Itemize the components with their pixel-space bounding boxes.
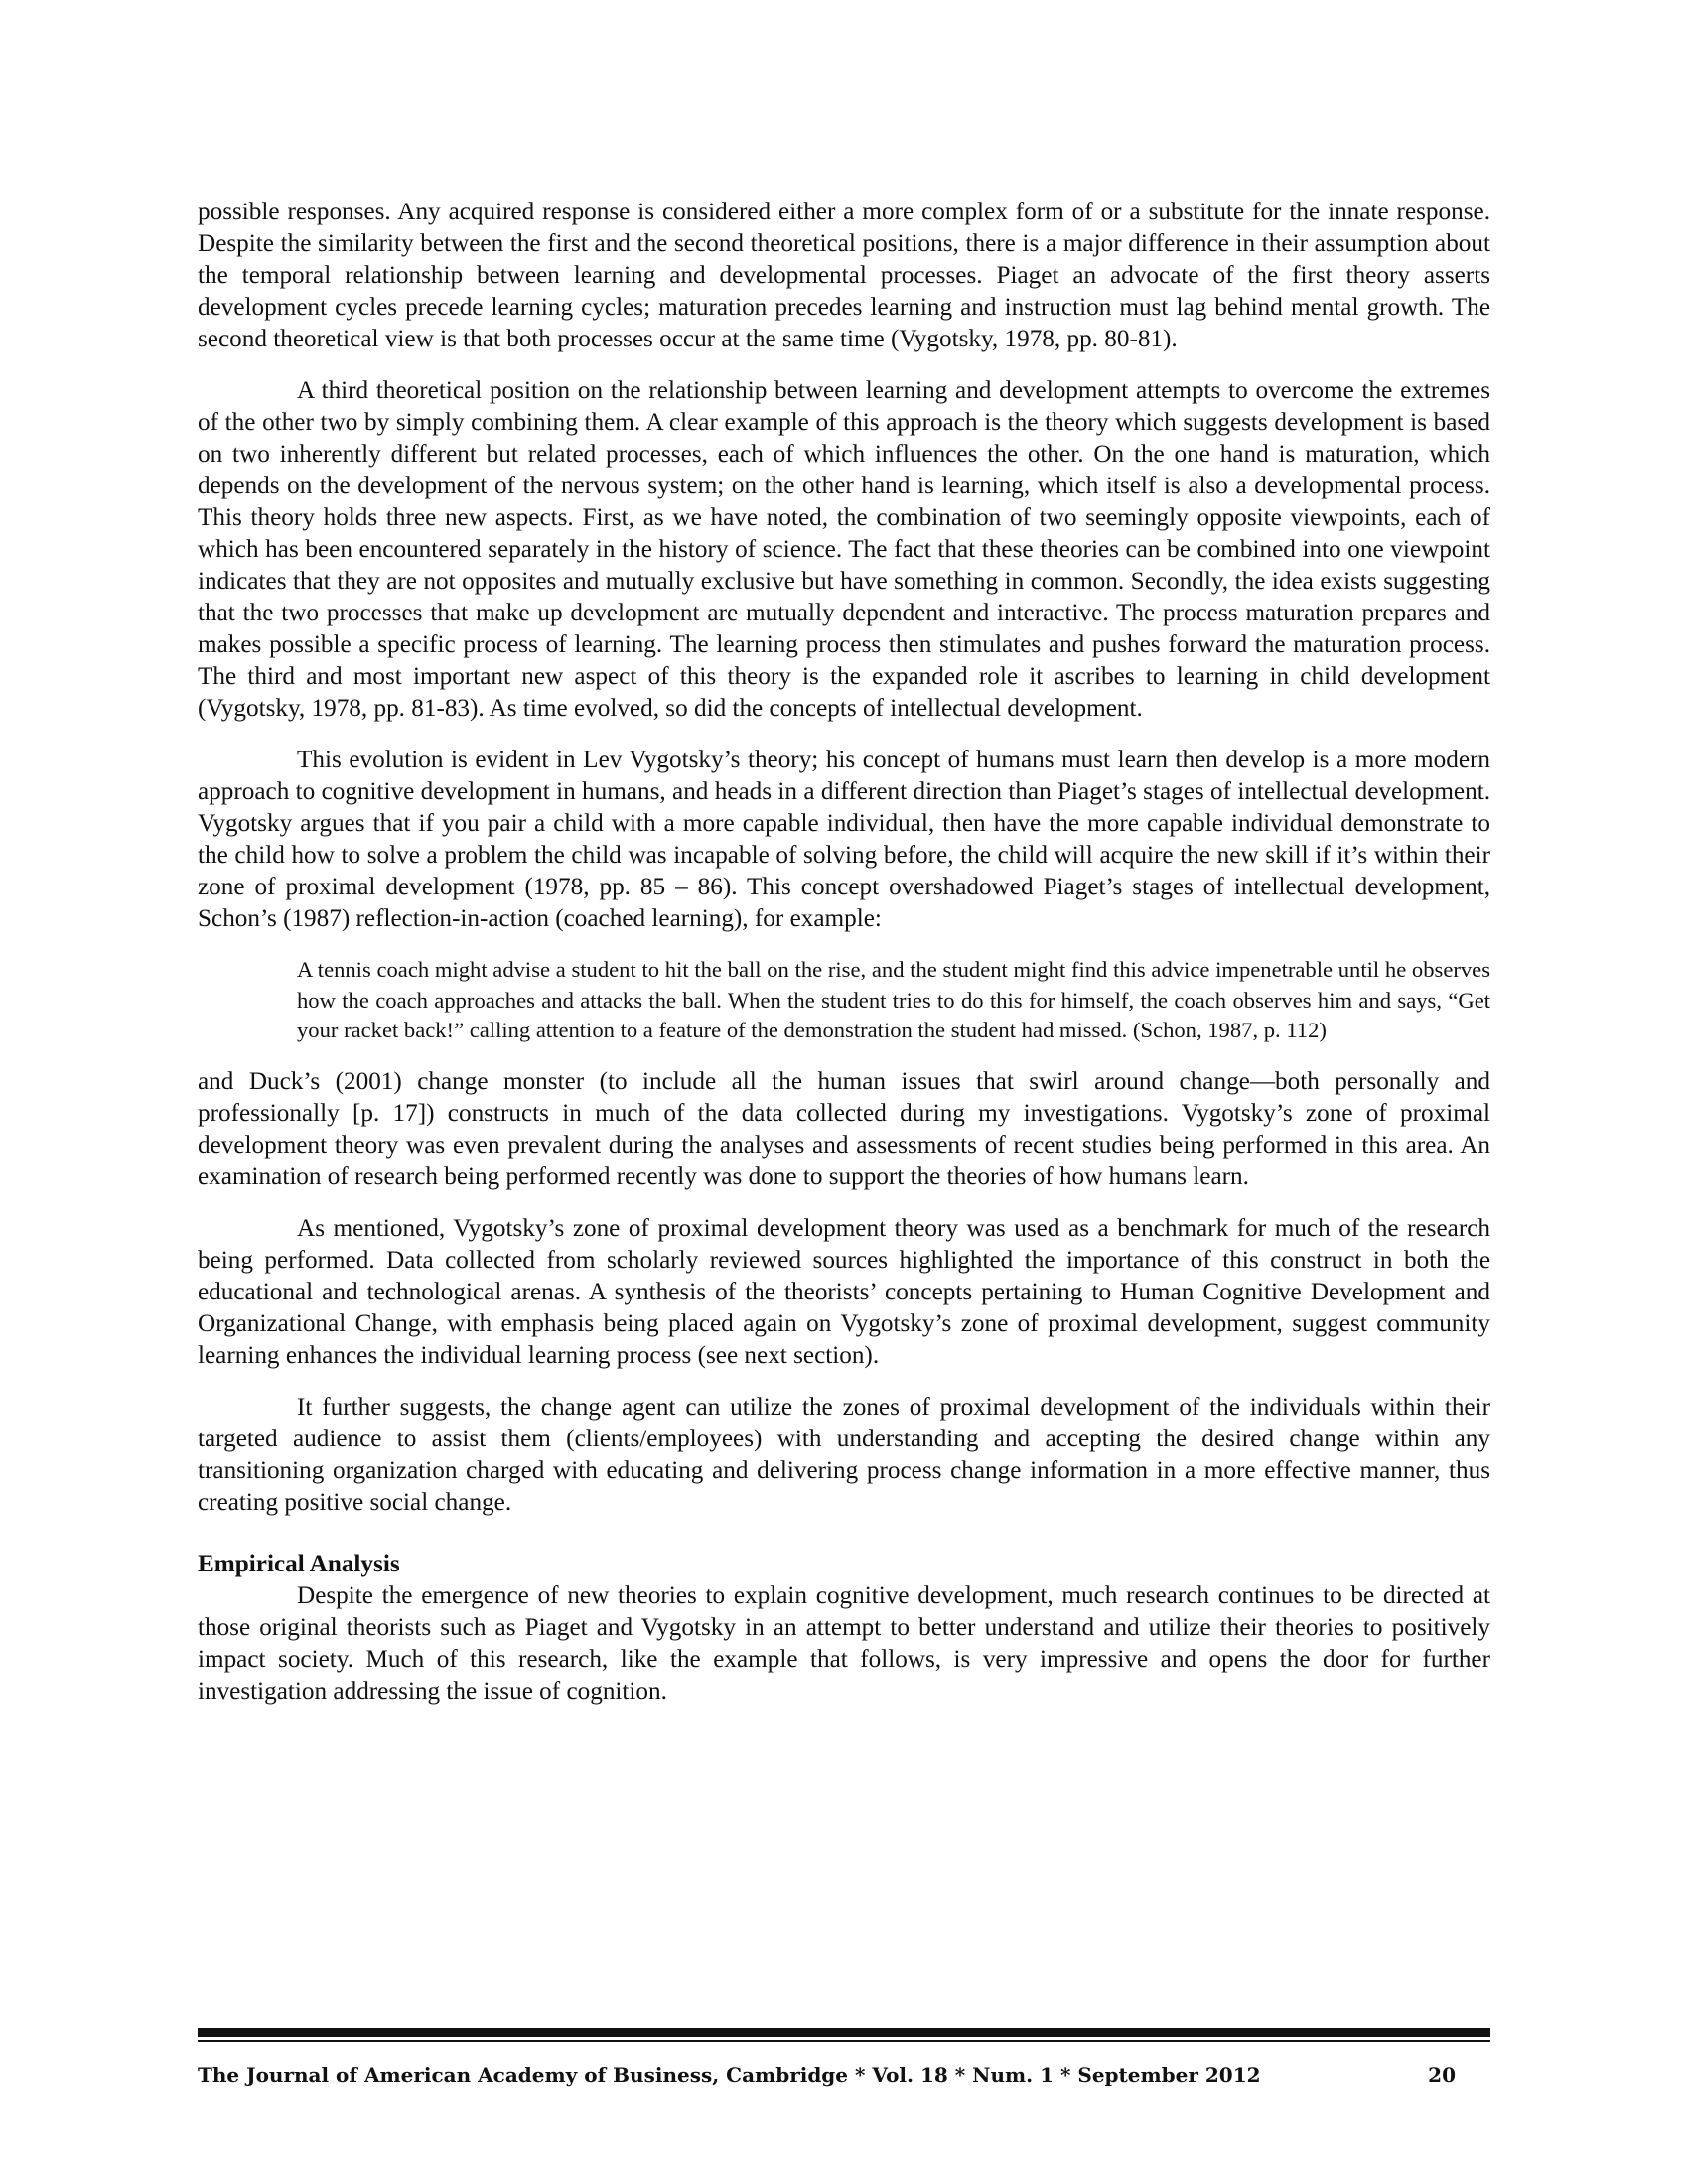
footer-rule-thick bbox=[198, 2028, 1490, 2037]
article-body bbox=[198, 197, 1490, 1727]
paragraph-3: This evolution is evident in Lev Vygotsky’s theory; his concept of humans must learn then develop is a more modern approach to cognitive development in humans, and heads in a different direction than Piaget’s stages of intellectual development. Vygotsky argues that if you pair a child with a more capable individual, then have the more capable individual demonstrate to the child how to solve a problem the child was incapable of solving before, the child will acquire the new skill if it’s within their zone of proximal development (1978, pp. 85 – 86). This concept overshadowed Piaget’s stages of intellectual development, Schon’s (1987) reflection-in-action (coached learning), for example: bbox=[198, 747, 1490, 932]
section-heading: Empirical Analysis bbox=[198, 1550, 400, 1577]
journal-citation: The Journal of American Academy of Business, Cambridge * Vol. 18 * Num. 1 * September 2012 bbox=[198, 2063, 1261, 2087]
paragraph-7: Despite the emergence of new theories to explain cognitive development, much research continues to be directed at those original theorists such as Piaget and Vygotsky in an attempt to better understand and utilize their theories to positively impact society. Much of this research, like the example that follows, is very impressive and opens the door for further investigation addressing the issue of cognition. bbox=[198, 1581, 1490, 1705]
page-number: 20 bbox=[1428, 2063, 1456, 2087]
paragraph-6: It further suggests, the change agent can utilize the zones of proximal development of the individuals within their targeted audience to assist them (clients/employees) with understanding and accepting the desired change within any transitioning organization charged with educating and delivering process change information in a more effective manner, thus creating positive social change. bbox=[198, 1393, 1490, 1516]
paragraph-5: As mentioned, Vygotsky’s zone of proximal development theory was used as a benchmark for much of the research being performed. Data collected from scholarly reviewed sources highlighted the importance of this construct in both the educational and technological arenas. A synthesis of the theorists’ concepts pertaining to Human Cognitive Development and Organizational Change, with emphasis being placed again on Vygotsky’s zone of proximal development, suggest community learning enhances the individual learning process (see next section). bbox=[198, 1214, 1490, 1369]
paragraph-2: A third theoretical position on the relationship between learning and development attempts to overcome the extremes of the other two by simply combining them. A clear example of this approach is the theory which suggests development is based on two inherently different but related processes, each of which influences the other. On the one hand is maturation, which depends on the development of the nervous system; on the other hand is learning, which itself is also a developmental process. This theory holds three new aspects. First, as we have noted, the combination of two seemingly opposite viewpoints, each of which has been encountered separately in the history of science. The fact that these theories can be combined into one viewpoint indicates that they are not opposites and mutually exclusive but have something in common. Secondly, the idea exists suggesting that the two processes that make up development are mutually dependent and interactive. The process maturation prepares and makes possible a specific process of learning. The learning process then stimulates and pushes forward the maturation process. The third and most important new aspect of this theory is the expanded role it ascribes to learning in child development (Vygotsky, 1978, pp. 81-83). As time evolved, so did the concepts of intellectual development. bbox=[198, 377, 1490, 722]
paragraph-4: and Duck’s (2001) change monster (to include all the human issues that swirl around change—both personally and professionally [p. 17]) constructs in much of the data collected during my investigations. Vygotsky’s zone of proximal development theory was even prevalent during the analyses and assessments of recent studies being performed in this area. An examination of research being performed recently was done to support the theories of how humans learn. bbox=[198, 1067, 1490, 1190]
footer-rule-thin bbox=[198, 2040, 1490, 2042]
paragraph-1: possible responses. Any acquired response is considered either a more complex form of or a substitute for the innate response. Despite the similarity between the first and the second theoretical positions, there is a major difference in their assumption about the temporal relationship between learning and developmental processes. Piaget an advocate of the first theory asserts development cycles precede learning cycles; maturation precedes learning and instruction must lag behind mental growth. The second theoretical view is that both processes occur at the same time (Vygotsky, 1978, pp. 80-81). bbox=[198, 199, 1490, 352]
page-footer bbox=[198, 2063, 1490, 2095]
block-quote: A tennis coach might advise a student to hit the ball on the rise, and the student might find this advice impenetrable until he observes how the coach approaches and attacks the ball. When the student tries to do this for himself, the coach observes him and says, “Get your racket back!” calling attention to a feature of the demonstration the student had missed. (Schon, 1987, p. 112) bbox=[297, 957, 1490, 1042]
